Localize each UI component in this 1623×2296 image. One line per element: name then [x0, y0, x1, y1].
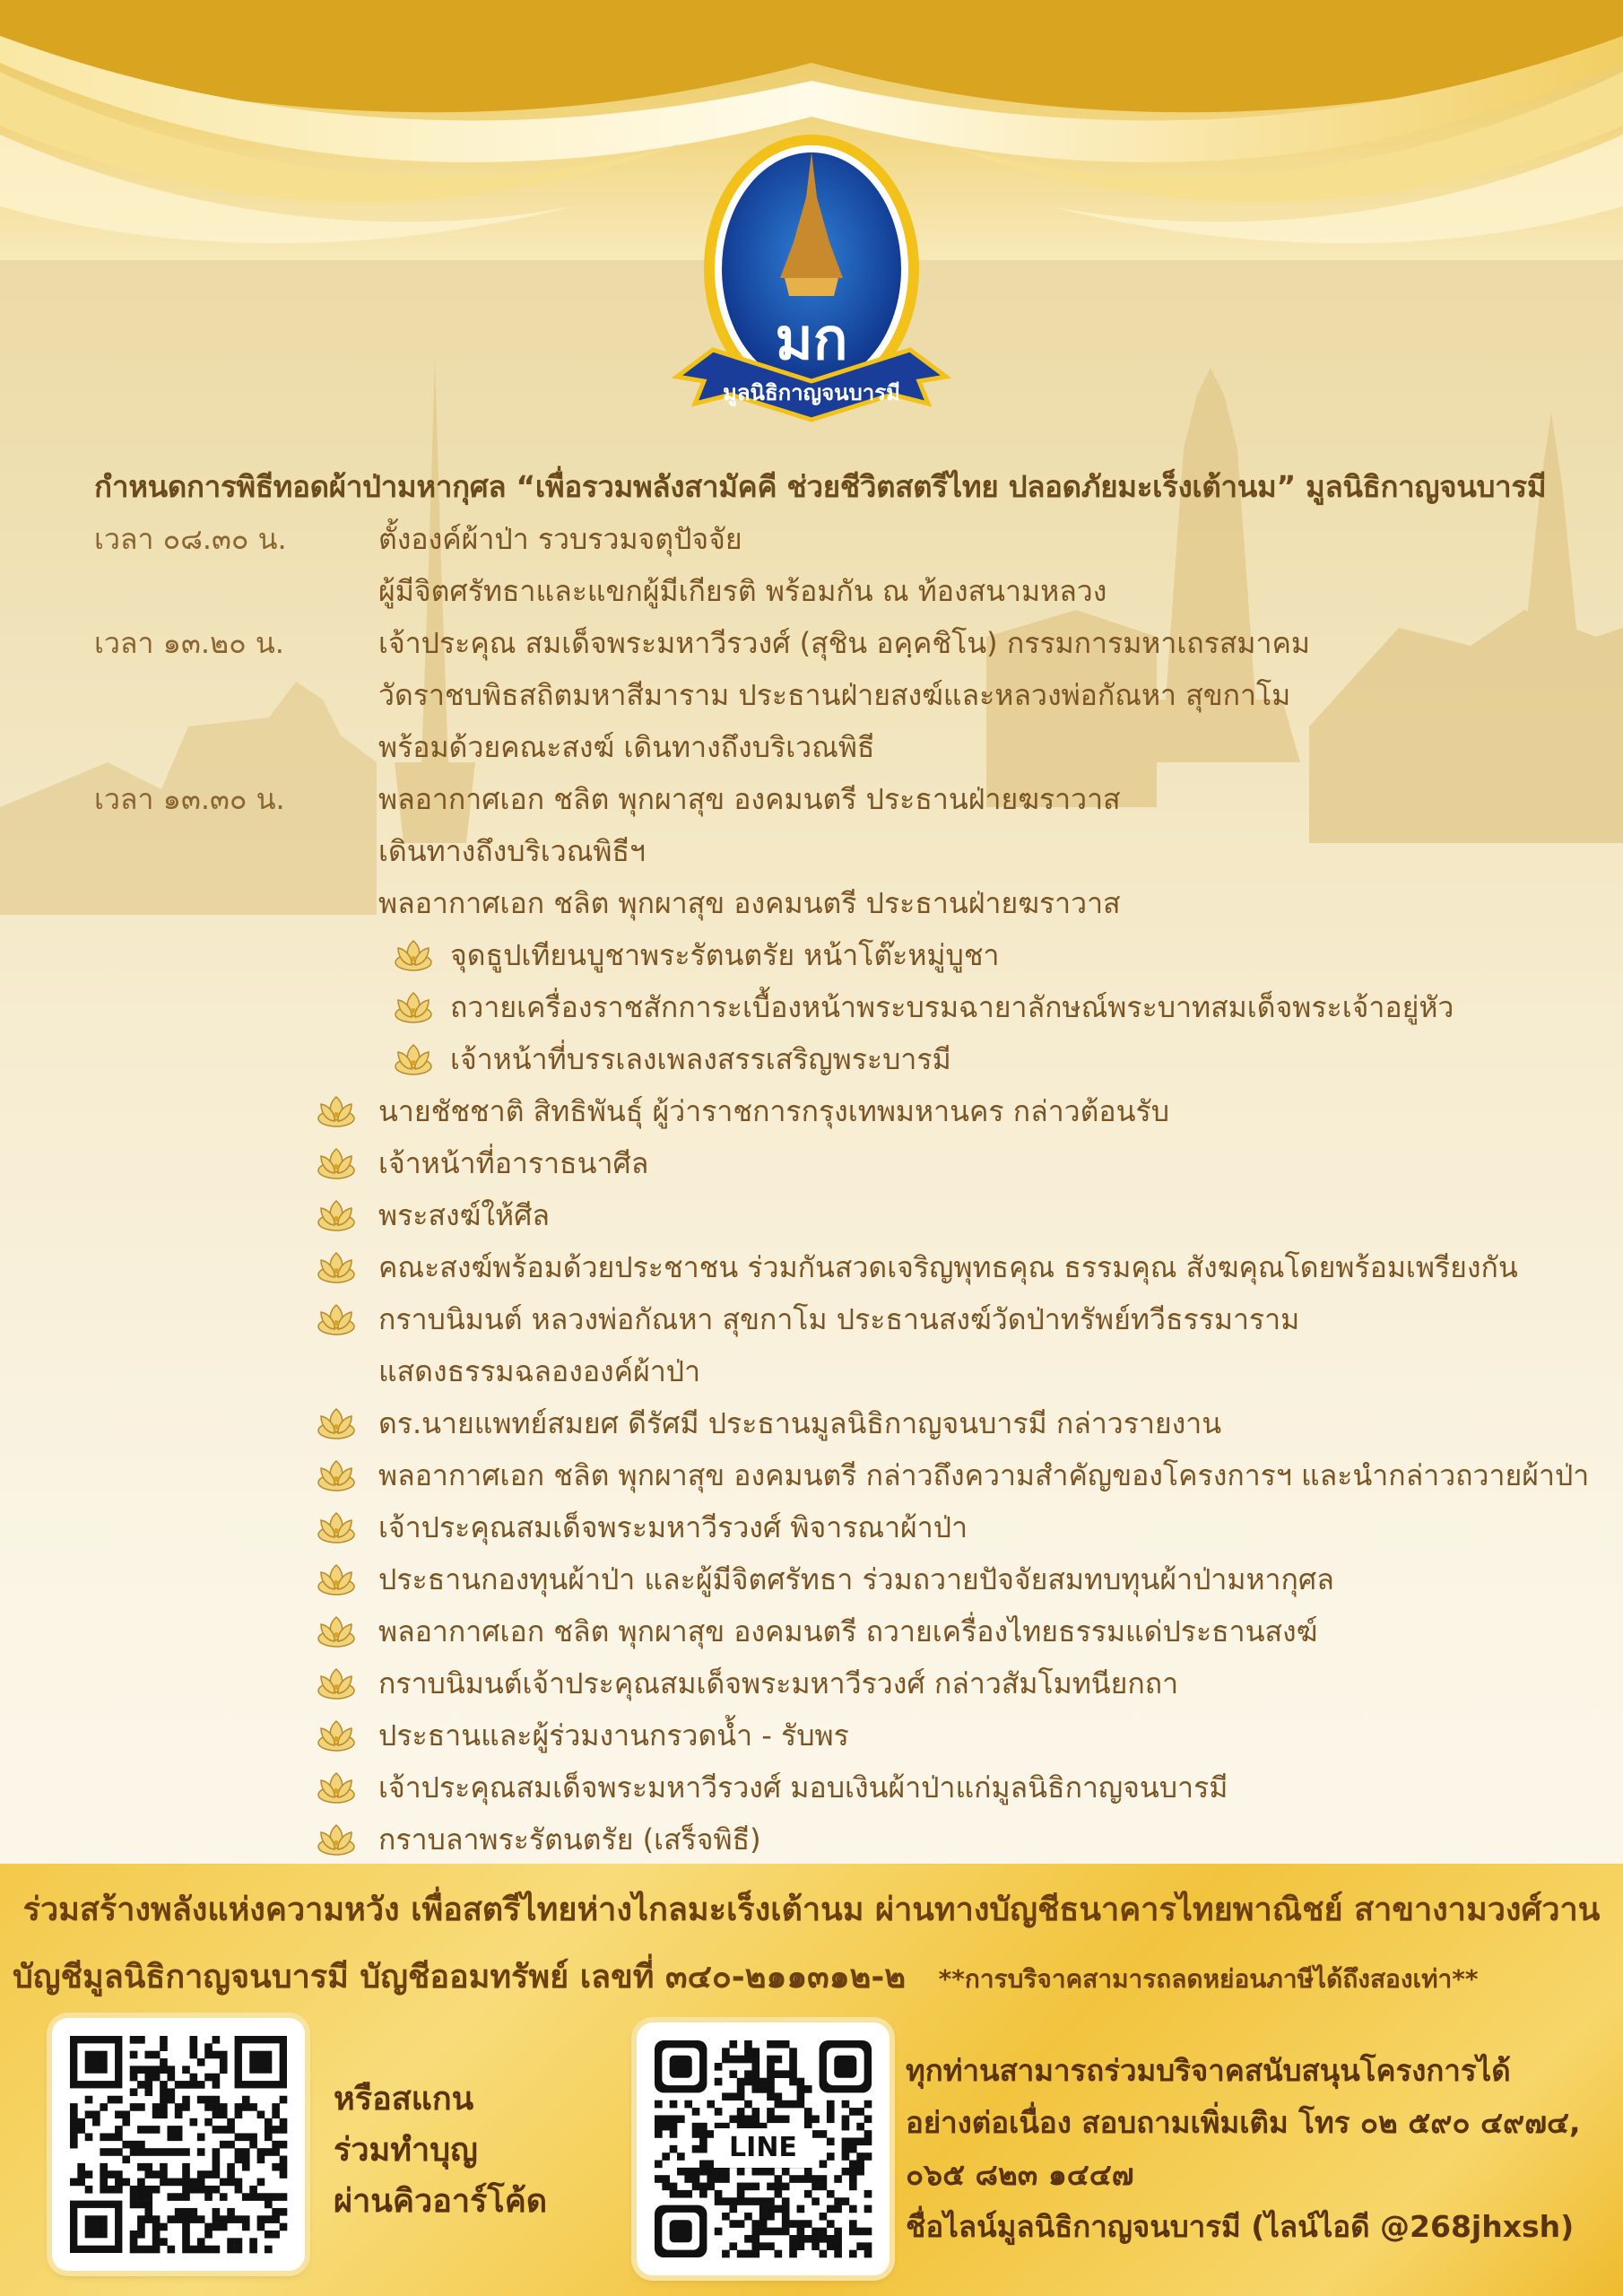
lotus-bullet-icon: [310, 1716, 362, 1755]
qr-code-icon: [52, 2018, 305, 2271]
schedule-line: พร้อมด้วยคณะสงฆ์ เดินทางถึงบริเวณพิธี: [378, 730, 875, 764]
donation-qr-code[interactable]: [52, 2018, 305, 2271]
schedule-heading: กำหนดการพิธีทอดผ้าป่ามหากุศล “เพื่อรวมพลังสามัคคี ช่วยชีวิตสตรีไทย ปลอดภัยมะเร็งเต้านม” มูลนิธิกาญจนบารมี: [94, 469, 1547, 504]
schedule-time: เวลา ๑๓.๒๐ น.: [94, 626, 284, 660]
schedule-line: ตั้งองค์ผ้าป่า รวบรวมจตุปัจจัย: [378, 522, 742, 556]
program-item: คณะสงฆ์พร้อมด้วยประชาชน ร่วมกันสวดเจริญพุทธคุณ ธรรมคุณ สังฆคุณโดยพร้อมเพรียงกัน: [378, 1250, 1518, 1284]
lotus-bullet-icon: [310, 1404, 362, 1443]
program-item: แสดงธรรมฉลององค์ผ้าป่า: [378, 1354, 701, 1388]
program-item: ดร.นายแพทย์สมยศ ดีรัศมี ประธานมูลนิธิกาญจนบารมี กล่าวรายงาน: [378, 1406, 1222, 1440]
schedule-time: เวลา ๑๓.๓๐ น.: [94, 782, 285, 816]
sub-item: ถวายเครื่องราชสักการะเบื้องหน้าพระบรมฉายาลักษณ์พระบาทสมเด็จพระเจ้าอยู่หัว: [450, 990, 1454, 1024]
contact-line-4: ชื่อไลน์มูลนิธิกาญจนบารมี (ไลน์ไอดี @268jhxsh): [906, 2209, 1575, 2244]
program-item: เจ้าหน้าที่อาราธนาศีล: [378, 1146, 649, 1180]
program-item: นายชัชชาติ สิทธิพันธุ์ ผู้ว่าราชการกรุงเทพมหานคร กล่าวต้อนรับ: [378, 1094, 1169, 1128]
schedule-line: พลอากาศเอก ชลิต พุกผาสุข องคมนตรี ประธานฝ่ายฆราวาส: [378, 782, 1121, 816]
lotus-bullet-icon: [310, 1144, 362, 1183]
foundation-logo: [659, 135, 964, 439]
program-item: กราบนิมนต์เจ้าประคุณสมเด็จพระมหาวีรวงศ์ กล่าวสัมโมทนียกถา: [378, 1666, 1179, 1700]
lotus-bullet-icon: [310, 1248, 362, 1287]
lotus-bullet-icon: [310, 1664, 362, 1703]
lotus-bullet-icon: [310, 1508, 362, 1547]
scan-line-3: ผ่านคิวอาร์โค้ด: [334, 2183, 548, 2220]
scan-line-2: ร่วมทำบุญ: [334, 2132, 478, 2169]
program-item: พลอากาศเอก ชลิต พุกผาสุข องคมนตรี ถวายเครื่องไทยธรรมแด่ประธานสงฆ์: [378, 1614, 1318, 1648]
program-item: เจ้าประคุณสมเด็จพระมหาวีรวงศ์ พิจารณาผ้าป่า: [378, 1510, 968, 1544]
scan-instructions: [334, 2074, 547, 2227]
scan-line-1: หรือสแกน: [334, 2081, 474, 2118]
lotus-bullet-icon: [310, 1820, 362, 1859]
donation-line-1: ร่วมสร้างพลังแห่งความหวัง เพื่อสตรีไทยห่างไกลมะเร็งเต้านม ผ่านทางบัญชีธนาคารไทยพาณิชย์ สาขางามวงศ์วาน: [22, 1892, 1601, 1928]
contact-info: [906, 2045, 1581, 2253]
lotus-bullet-icon: [310, 1300, 362, 1339]
contact-line-1: ทุกท่านสามารถร่วมบริจาคสนับสนุนโครงการได้: [906, 2053, 1511, 2088]
schedule-line: ผู้มีจิตศรัทธาและแขกผู้มีเกียรติ พร้อมกัน ณ ท้องสนามหลวง: [378, 574, 1107, 608]
lotus-bullet-icon: [387, 987, 439, 1027]
contact-line-2: อย่างต่อเนื่อง สอบถามเพิ่มเติม โทร ๐๒ ๕๙๐ ๔๙๗๔,: [906, 2105, 1581, 2140]
logo-monogram: มก: [775, 306, 848, 373]
lotus-bullet-icon: [310, 1456, 362, 1495]
lotus-bullet-icon: [310, 1768, 362, 1807]
sub-item: เจ้าหน้าที่บรรเลงเพลงสรรเสริญพระบารมี: [450, 1042, 951, 1076]
schedule-line: วัดราชบพิธสถิตมหาสีมาราม ประธานฝ่ายสงฆ์และหลวงพ่อกัณหา สุขกาโม: [378, 678, 1291, 712]
lotus-bullet-icon: [310, 1560, 362, 1599]
line-qr-code[interactable]: [637, 2022, 890, 2275]
schedule-line: เจ้าประคุณ สมเด็จพระมหาวีรวงศ์ (สุชิน อคฺคชิโน) กรรมการมหาเถรสมาคม: [378, 626, 1310, 660]
contact-line-3: ๐๖๕ ๘๒๓ ๑๔๔๗: [906, 2157, 1134, 2192]
schedule-time: เวลา ๐๘.๓๐ น.: [94, 522, 287, 556]
account-number-text: บัญชีมูลนิธิกาญจนบารมี บัญชีออมทรัพย์ เลขที่ ๓๔๐-๒๑๑๓๑๒-๒: [13, 1959, 907, 1996]
program-item: พระสงฆ์ให้ศีล: [378, 1198, 551, 1232]
program-item: เจ้าประคุณสมเด็จพระมหาวีรวงศ์ มอบเงินผ้าป่าแก่มูลนิธิกาญจนบารมี: [378, 1770, 1228, 1805]
lotus-bullet-icon: [387, 935, 439, 975]
donation-line-2: [13, 1951, 1479, 2002]
schedule-line: เดินทางถึงบริเวณพิธีฯ: [378, 834, 646, 868]
lotus-bullet-icon: [310, 1091, 362, 1131]
lotus-bullet-icon: [387, 1039, 439, 1079]
schedule-line: พลอากาศเอก ชลิต พุกผาสุข องคมนตรี ประธานฝ่ายฆราวาส: [378, 886, 1121, 920]
program-item: กราบนิมนต์ หลวงพ่อกัณหา สุขกาโม ประธานสงฆ์วัดป่าทรัพย์ทวีธรรมาราม: [378, 1302, 1300, 1336]
tax-note: **การบริจาคสามารถลดหย่อนภาษีได้ถึงสองเท่า**: [938, 1964, 1479, 1994]
program-item: ประธานกองทุนผ้าป่า และผู้มีจิตศรัทธา ร่วมถวายปัจจัยสมทบทุนผ้าป่ามหากุศล: [378, 1562, 1334, 1596]
program-item: พลอากาศเอก ชลิต พุกผาสุข องคมนตรี กล่าวถึงความสำคัญของโครงการฯ และนำกล่าวถวายผ้าป่า: [378, 1458, 1590, 1492]
sub-item: จุดธูปเทียนบูชาพระรัตนตรัย หน้าโต๊ะหมู่บูชา: [450, 938, 1000, 972]
program-item: กราบลาพระรัตนตรัย (เสร็จพิธี): [378, 1822, 761, 1857]
lotus-bullet-icon: [310, 1196, 362, 1235]
lotus-bullet-icon: [310, 1612, 362, 1651]
line-label: LINE: [714, 2128, 812, 2168]
program-item: ประธานและผู้ร่วมงานกรวดน้ำ - รับพร: [378, 1718, 849, 1752]
logo-name-text: มูลนิธิกาญจนบารมี: [723, 380, 900, 405]
